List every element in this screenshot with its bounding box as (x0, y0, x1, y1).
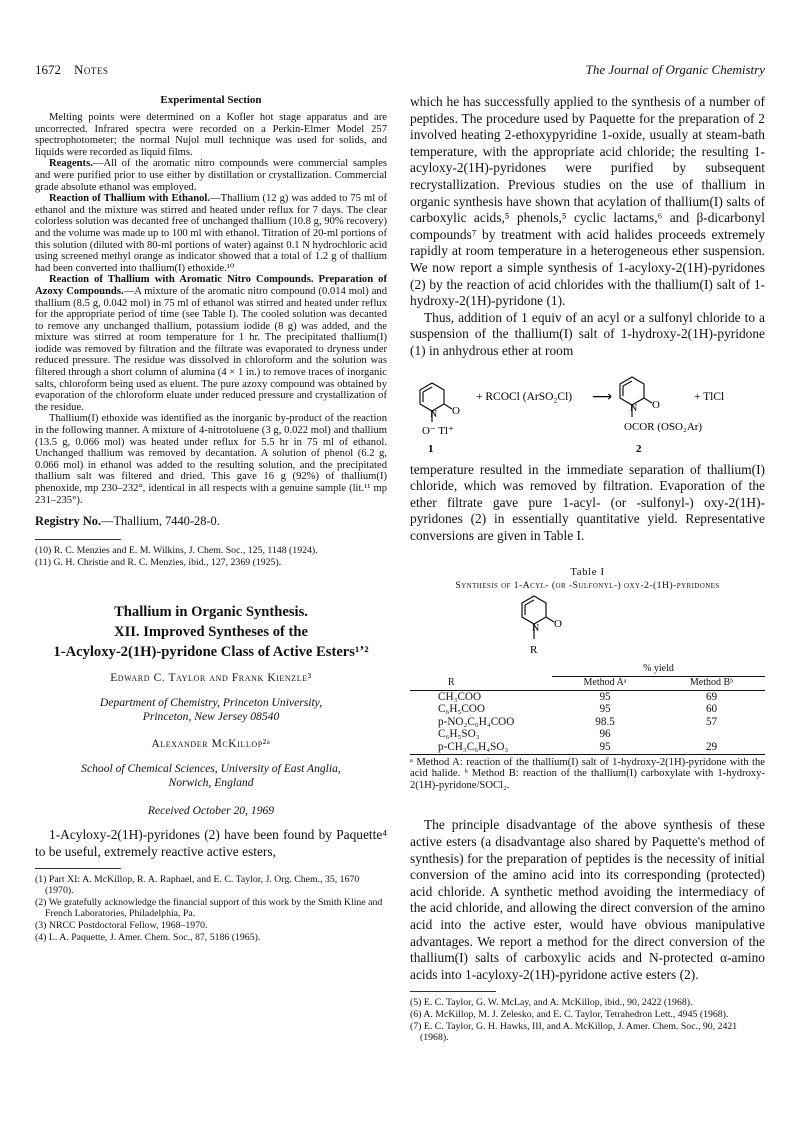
affiliation-princeton-line-2: Princeton, New Jersey 08540 (142, 710, 280, 724)
page-number: 1672 (35, 62, 61, 77)
footnote-3: (3) NRCC Postdoctoral Fellow, 1968–1970. (35, 920, 208, 932)
continued-paragraph: which he has successfully applied to the synthesis of a number of peptides. The procedure used by Paquette for the preparation of 2 involved heating 2-ethoxypyridine 1-oxide, usually at steam-bath temperature, with the appropriate acid chloride; the resulting 1-acyloxy-2(1H)-pyridones were purified by subsequent recrystallization. Previous studies on the use of thallium in organic synthesis have shown that acylation of thallium(I) salts of carboxylic acids,⁵ phenols,⁵ cyclic lactams,⁶ and β-dicarbonyl compounds⁷ by treatment with acid halides proceeds extremely rapidly at room temperature in a heterogeneous ether suspension. We now report a simple synthesis of 1-acyloxy-2(1H)-pyridones (2) by the reaction of acid chlorides with the thallium(I) salt of 1-hydroxy-2(1H)-pyridone (1). (410, 94, 765, 309)
ethoxide-paragraph: Thallium(I) ethoxide was identified as the inorganic by-product of the reaction in the following manner. A mixture of 4-nitrotoluene (3 g, 0.022 mol) and thallium (13.5 g, 0.066 mol) was heated under reflux for 5.5 hr in 75 ml of ethanol. Unchanged thallium was removed by decantation. A solution of phenol (6.2 g, 0.066 mol) in ethanol was added to the resulting solution, and the precipitated thallium salt was filtered and dried. This gave 16 g (92%) of thallium(I) phenoxide, mp 230–232°, identical in all respects with a genuine sample (lit.¹¹ mp 231–235°). (35, 413, 387, 506)
reference-divider (35, 539, 121, 540)
table-row (410, 728, 765, 741)
reaction-scheme (410, 370, 765, 458)
footnote-2: (2) We gratefully acknowledge the financial support of this work by the Smith Kline and French Laboratories, Philadelphia, Pa. (35, 897, 383, 920)
experimental-paragraph: Melting points were determined on a Kofler hot stage apparatus and are uncorrected. Infrared spectra were recorded on a Perkin-Elmer Model 257 spectrophotometer; the normal Nujol mull technique was used for solids, and liquids were recorded as liquid films. (35, 112, 387, 158)
registry-text: —Thallium, 7440-28-0. (101, 514, 220, 529)
authors-east-anglia: Alexander McKillop²ᵃ (151, 738, 271, 751)
footnote-4: (4) L. A. Paquette, J. Amer. Chem. Soc., 87, 5186 (1965). (35, 932, 261, 944)
table-row (410, 716, 765, 729)
title-line-3: 1-Acyloxy-2(1H)-pyridone Class of Active Esters¹ʼ² (53, 644, 369, 661)
row-method-a: 95 (599, 690, 611, 703)
ring1-n: N (430, 408, 438, 420)
footnote-divider (35, 868, 121, 869)
table-structure (410, 593, 765, 663)
affiliation-east-anglia-line-1: School of Chemical Sciences, University of East Anglia, (81, 762, 341, 776)
row-method-a: 95 (599, 703, 611, 716)
reference-11: (11) G. H. Christie and R. C. Menzies, ibid., 127, 2369 (1925). (35, 557, 282, 569)
article-title (35, 602, 387, 662)
row-r: CH₃COO (438, 690, 482, 703)
ring2-n: N (630, 402, 638, 414)
reaction-nitro-label: Reaction of Thallium with Aromatic Nitro Compounds. Preparation of Azoxy Compounds. (35, 274, 387, 297)
table-footnote: ᵃ Method A: reaction of the thallium(I) salt of 1-hydroxy-2(1H)-pyridone with the acid halide. ᵇ Method B: reaction of the thallium(I) carboxylate with 1-hydroxy-2(1H)-pyridone/SOCl₂. (410, 756, 765, 791)
reaction-scheme-svg (410, 370, 765, 458)
row-r: p-NO₂C₆H₄COO (438, 715, 515, 728)
reaction-nitro-text: —A mixture of the aromatic nitro compound (0.014 mol) and thallium (8.5 g, 0.042 mol) in 75 ml of ethanol was stirred and heated under reflux for the appropriate period of time (see Table I). The cooled solution was decanted to remove any unchanged thallium, potassium iodide (8 g) was added, and the mixture was stirred at room temperature for 1 hr. The precipitated thallium(I) iodide was removed by filtration and the filtrate was evaporated to dryness under reduced pressure. The residue was dissolved in chloroform and the solution was filtered through a short column of alumina (4 × 1 in.) to remove traces of inorganic salts, chloroform being used as eluent. The pure azoxy compound was obtained by evaporation of the chloroform eluate under reduced pressure and crystallization of the residue. (35, 285, 387, 413)
affiliation-princeton (35, 696, 387, 724)
footnote-6: (6) A. McKillop, M. J. Zelesko, and E. C. Taylor, Tetrahedron Lett., 4945 (1968). (410, 1009, 729, 1021)
received-date: Received October 20, 1969 (147, 804, 275, 818)
yield-header: % yield (552, 663, 765, 676)
row-method-b: 29 (705, 741, 718, 754)
page-header (35, 62, 765, 82)
affiliation-east-anglia-line-2: Norwich, England (168, 776, 254, 790)
section-name: Notes (74, 62, 109, 77)
row-r: p-CH₃C₆H₄SO₃ (438, 741, 509, 754)
table-title: Synthesis of 1-Acyl- (or -Sulfonyl-) oxy-2-(1H)-pyridones (455, 580, 720, 592)
table-ring-r: R (530, 644, 538, 657)
table-ring-o: O (554, 618, 562, 631)
byproduct-text: + TlCl (694, 390, 725, 403)
registry-label: Registry No. (35, 514, 102, 529)
right-column (410, 94, 765, 1044)
row-method-b: 69 (705, 690, 718, 703)
compound1-substituent: O⁻ Tl⁺ (422, 424, 454, 437)
journal-name: The Journal of Organic Chemistry (585, 62, 765, 77)
registry-line (35, 514, 387, 529)
footnote-5: (5) E. C. Taylor, G. W. McLay, and A. McKillop, ibid., 90, 2422 (1968). (410, 997, 693, 1009)
right-footnote-divider (410, 991, 496, 992)
row-r: C₆H₅SO₃ (438, 728, 480, 741)
affiliation-east-anglia (35, 762, 387, 790)
title-line-1: Thallium in Organic Synthesis. (114, 604, 308, 621)
result-paragraph: temperature resulted in the immediate separation of thallium(I) chloride, which was removed by filtration. Evaporation of the ether filtrate gave pure 1-acyl- (or -sulfonyl-) oxy-2(1H)-pyridones (2) in essentially quantitative yield. Representative conversions are given in Table I. (410, 461, 765, 543)
row-method-b (658, 728, 765, 741)
ring2-o: O (652, 398, 660, 411)
row-method-a: 98.5 (595, 715, 615, 728)
affiliation-princeton-line-1: Department of Chemistry, Princeton University, (99, 696, 323, 710)
reaction-ethanol-paragraph (35, 193, 387, 274)
footnote-7: (7) E. C. Taylor, G. H. Hawks, III, and A. McKillop, J. Amer. Chem. Soc., 90, 2421 (1968). (410, 1021, 738, 1044)
row-method-b: 57 (705, 715, 718, 728)
col-r-header: R (448, 676, 455, 688)
authors-princeton: Edward C. Taylor and Frank Kienzle³ (110, 672, 312, 685)
table-row (410, 703, 765, 716)
title-line-2: XII. Improved Syntheses of the (114, 624, 308, 641)
reagents-label: Reagents. (49, 158, 93, 170)
row-method-a: 96 (599, 728, 611, 741)
disadvantage-paragraph: The principle disadvantage of the above synthesis of these active esters (a disadvantage also shared by Paquette's method of synthesis) for the preparation of peptides is the necessity of initial conversion of the amino acid into its corresponding (protected) acid chloride. A synthetic method avoiding the intermediacy of the acid chloride, and allowing the direct conversion of the amino acid into the active ester, would have obvious manipulative advantages. We report a method for the direct conversion of the thallium(I) salts of carboxylic acids and N-protected α-amino acids into 1-acyloxy-2(1H)-pyridone active esters (2). (410, 817, 765, 982)
reaction-ethanol-label: Reaction of Thallium with Ethanol. (49, 193, 211, 205)
table-caption: Table I (570, 566, 605, 579)
table-row (410, 741, 765, 754)
reaction-ethanol-text: —Thallium (12 g) was added to 75 ml of ethanol and the mixture was stirred and heated under reflux for 7 days. The clear colorless solution was decanted free of unchanged thallium (10.8 g, 90% recovery) and the volume was made up to 100 ml with ethanol. Titration of 20-ml portions of this solution (diluted with 80-ml portions of water) against 0.1 N hydrochloric acid using screened methyl orange as indicator showed that a total of 1.2 g of thallium had been converted into thallium(I) ethoxide.¹⁰ (35, 193, 387, 274)
reaction-arrow: ⟶ (592, 388, 613, 405)
col-method-b-header: Method Bᵇ (689, 677, 734, 689)
table-ring-n: N (532, 623, 540, 635)
row-method-a: 95 (599, 741, 611, 754)
reagents-text: —All of the aromatic nitro compounds were commercial samples and were purified prior to use either by distillation or crystallization. Commercial grade absolute ethanol was employed. (35, 158, 387, 193)
col-method-a-header: Method Aᵃ (583, 677, 627, 689)
reference-10: (10) R. C. Menzies and E. M. Wilkins, J. Chem. Soc., 125, 1148 (1924). (35, 545, 318, 557)
left-column (35, 94, 387, 944)
row-r: C₆H₅COO (438, 703, 485, 716)
compound2-label: 2 (636, 442, 642, 455)
column-header-row (410, 677, 765, 691)
addition-paragraph: Thus, addition of 1 equiv of an acyl or a sulfonyl chloride to a suspension of the thallium(I) salt of 1-hydroxy-2(1H)-pyridone (1) in anhydrous ether at room (410, 309, 765, 358)
footnote-1: (1) Part XI: A. McKillop, R. A. Raphael, and E. C. Taylor, J. Org. Chem., 35, 1670 (1970). (35, 874, 360, 897)
table-structure-svg (410, 593, 765, 663)
table-row (410, 690, 765, 703)
reaction-nitro-paragraph (35, 274, 387, 413)
compound2-substituent: OCOR (OSO₂Ar) (624, 420, 703, 433)
reagent-text: + RCOCl (ArSO₂Cl) (476, 390, 573, 403)
intro-paragraph: 1-Acyloxy-2(1H)-pyridones (2) have been found by Paquette⁴ to be useful, extremely reactive active esters, (35, 827, 387, 859)
yield-header-row (410, 663, 765, 676)
yield-table (410, 663, 765, 754)
experimental-heading: Experimental Section (160, 94, 262, 106)
ring1-o: O (452, 404, 460, 417)
reagents-paragraph (35, 158, 387, 193)
compound1-label: 1 (428, 442, 434, 455)
row-method-b: 60 (705, 703, 718, 716)
